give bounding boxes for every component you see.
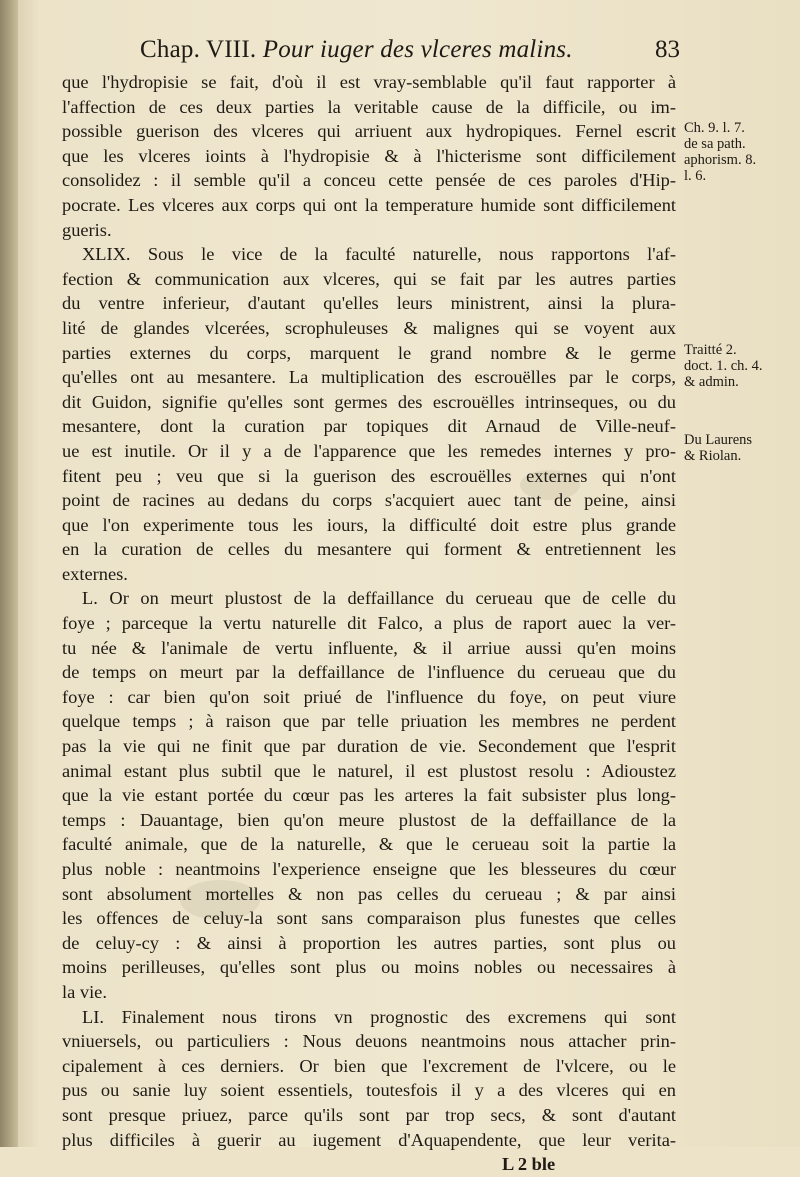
text-line: gueris. (62, 219, 112, 240)
text-line: que les vlceres ioints à l'hydropisie & à l'hicterisme sont difficilement (62, 145, 676, 166)
text-line: mesantere, dont la curation par topiques dit Arnaud de Ville-neuf- (62, 416, 676, 437)
text-line: que l'on experimente tous les iours, la difficulté doit estre plus grande (62, 514, 676, 535)
text-line: externes. (62, 563, 128, 584)
chapter-number: Chap. VIII. (140, 36, 257, 63)
text-line: consolidez : il semble qu'il a conceu cette pensée de ces paroles d'Hip- (62, 170, 676, 191)
text-line: pas la vie qui ne finit que par duration de vie. Secondement que l'esprit (62, 736, 676, 757)
text-line: que la vie estant portée du cœur pas les arteres la fait subsister plus long- (62, 785, 676, 806)
text-line: les offences de celuy-la sont sans comparaison plus funestes que celles (62, 908, 676, 929)
text-line: moins perilleuses, qu'elles sont plus ou moins nobles ou necessaires à (62, 957, 676, 978)
text-line: pus ou sanie luy soient essentiels, toutesfois il y a des vlceres qui en (62, 1080, 676, 1101)
margin-note-line: de sa path. (684, 136, 746, 152)
margin-note-fernel (684, 120, 794, 184)
text-line: la vie. (62, 981, 107, 1002)
text-line: en la curation de celles du mesantere qui forment & entretiennent les (62, 539, 676, 560)
text-line: de celuy-cy : & ainsi à proportion les autres parties, sont plus ou (62, 932, 676, 953)
text-line: cipalement à ces derniers. Or bien que l'excrement de l'vlcere, ou le (62, 1055, 676, 1076)
running-header (140, 36, 680, 70)
catchword-line: L 2 ble (502, 1154, 556, 1175)
chapter-subject: Pour iuger des vlceres malins. (262, 36, 573, 63)
text-line: L. Or on meurt plustost de la deffaillance du cerueau que de celle du (82, 588, 676, 609)
text-line: XLIX. Sous le vice de la faculté naturelle, nous rapportons l'af- (82, 244, 676, 265)
text-line: tu née & l'animale de vertu influente, & il arriue aussi qu'en moins (62, 637, 676, 658)
text-line: quelque temps ; à raison que par telle priuation les membres ne perdent (62, 711, 676, 732)
text-line: de temps on meurt par la deffaillance de l'influence du cerueau que du (62, 662, 676, 683)
book-spine-shadow (0, 0, 18, 1147)
text-line: foye ; parceque la vertu naturelle dit Falco, a plus de raport auec la ver- (62, 613, 676, 634)
margin-note-line: Traitté 2. (684, 342, 737, 358)
text-line: fection & communication aux vlceres, qui se fait par les autres parties (62, 268, 676, 289)
text-line: du ventre inferieur, d'autant qu'elles leurs ministrent, ainsi la plura- (62, 293, 676, 314)
text-line: dit Guidon, signifie qu'elles sont germes des escrouëlles intrinseques, ou du (62, 391, 676, 412)
margin-note-du-laurens (684, 432, 794, 464)
margin-note-line: & admin. (684, 374, 739, 390)
text-line: pocrate. Les vlceres aux corps qui ont la temperature humide sont difficilement (62, 194, 676, 215)
text-line: animal estant plus subtil que le naturel, il est plustost resolu : Adioustez (62, 760, 676, 781)
text-line: plus noble : neantmoins l'experience enseigne que les blesseures du cœur (62, 859, 676, 879)
margin-note-line: doct. 1. ch. 4. (684, 358, 763, 374)
text-line: faculté animale, que de la naturelle, & que le cerueau soit la partie la (62, 834, 676, 855)
margin-note-line: Du Laurens (684, 432, 753, 448)
margin-note-line: aphorism. 8. (684, 152, 757, 168)
main-text (62, 70, 676, 1177)
chapter-title (140, 36, 573, 64)
text-line: plus difficiles à guerir au iugement d'Aquapendente, que leur verita- (62, 1129, 676, 1150)
text-line: que l'hydropisie se fait, d'où il est vray-semblable qu'il faut rapporter à (62, 72, 676, 92)
text-line: possible guerison des vlceres qui arriuent aux hydropiques. Fernel escrit (62, 121, 676, 142)
text-line: parties externes du corps, marquent le grand nombre & le germe (62, 342, 676, 363)
page-number: 83 (655, 36, 680, 63)
text-line: LI. Finalement nous tirons vn prognostic des excremens qui sont (82, 1006, 676, 1027)
text-line: temps : Dauantage, bien qu'on meure plustost de la deffaillance de la (62, 809, 676, 830)
text-line: point de racines au dedans du corps s'acquiert auec tant de peine, ainsi (62, 490, 676, 511)
margin-note-guidon (684, 342, 794, 390)
margin-note-line: l. 6. (684, 168, 707, 184)
text-line: lité de glandes vlcerées, scrophuleuses & malignes qui se voyent aux (62, 317, 676, 338)
text-line: fitent peu ; veu que si la guerison des escrouëlles externes qui n'ont (62, 465, 676, 486)
text-line: sont presque priuez, parce qu'ils sont par trop secs, & sont d'autant (62, 1104, 676, 1125)
text-line: ue est inutile. Or il y a de l'apparence que les remedes internes y pro- (62, 440, 676, 461)
margin-note-line: Ch. 9. l. 7. (684, 120, 745, 136)
text-line: qu'elles ont au mesantere. La multiplication des escrouëlles par le corps, (62, 367, 676, 388)
text-line: foye : car bien qu'on soit priué de l'influence du foye, on peut viure (62, 686, 676, 707)
text-line: sont absolument mortelles & non pas celles du cerueau ; & par ainsi (62, 883, 676, 904)
margin-note-line: & Riolan. (684, 448, 742, 464)
text-line: vniuersels, ou particuliers : Nous deuons neantmoins nous attacher prin- (62, 1031, 676, 1052)
text-line: l'affection de ces deux parties la veritable cause de la difficile, ou im- (62, 96, 676, 117)
